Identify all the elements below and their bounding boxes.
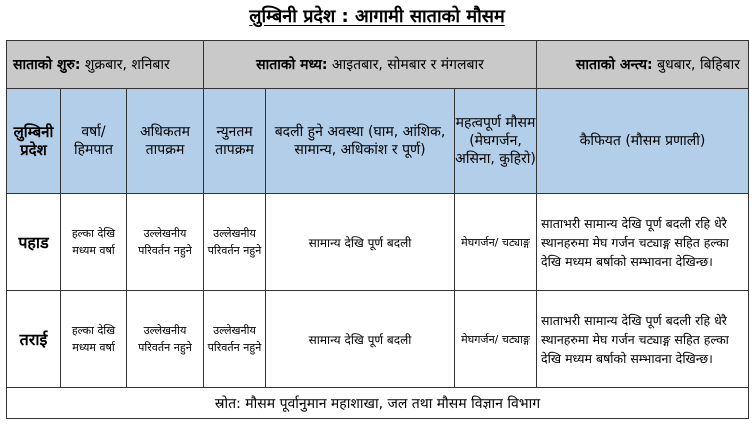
week-row [7, 41, 749, 89]
header-important: महत्वपूर्ण मौसम (मेघगर्जन, असिना, कुहिरो) [455, 89, 537, 194]
week-start-days: शुक्रबार, शनिबार [84, 57, 170, 73]
source-text: स्रोत: मौसम पूर्वानुमान महाशाखा, जल तथा मौसम विज्ञान विभाग [7, 388, 749, 419]
week-mid-days: आइतबार, सोमबार र मंगलबार [331, 57, 484, 73]
table-row [7, 194, 749, 291]
row-region: तराई [7, 291, 61, 388]
row-max-temp: उल्लेखनीय परिवर्तन नहुने [127, 291, 204, 388]
header-row [7, 89, 749, 194]
source-row [7, 388, 749, 419]
forecast-table [6, 40, 749, 419]
row-max-temp: उल्लेखनीय परिवर्तन नहुने [127, 194, 204, 291]
header-min-temp: न्युनतम तापक्रम [204, 89, 266, 194]
page-title [0, 4, 754, 28]
table-row [7, 291, 749, 388]
row-remarks: साताभरी सामान्य देखि पूर्ण बदली रहि धेरै स्थानहरुमा मेघ गर्जन चट्याङ्ग सहित हल्का देखि मध्यम बर्षाको सम्भावना देखिन्छ। [537, 194, 749, 291]
week-end-days: बुधबार, बिहिबार [657, 57, 740, 73]
row-min-temp: उल्लेखनीय परिवर्तन नहुने [204, 194, 266, 291]
title-text: लुम्बिनी प्रदेश : आगामी साताको मौसम [249, 6, 505, 27]
header-remarks: कैफियत (मौसम प्रणाली) [537, 89, 749, 194]
row-region: पहाड [7, 194, 61, 291]
week-mid-label: साताको मध्य: [256, 57, 328, 73]
row-change: सामान्य देखि पूर्ण बदली [266, 194, 455, 291]
row-remarks: साताभरी सामान्य देखि पूर्ण बदली रहि धेरै स्थानहरुमा मेघ गर्जन चट्याङ्ग सहित हल्का देखि मध्यम बर्षाको सम्भावना देखिन्छ। [537, 291, 749, 388]
header-region: लुम्बिनी प्रदेश [7, 89, 61, 194]
header-max-temp: अधिकतम तापक्रम [127, 89, 204, 194]
header-change: बदली हुने अवस्था (घाम, आंशिक, सामान्य, अधिकांश र पूर्ण) [266, 89, 455, 194]
header-rain: वर्षा/ हिमपात [61, 89, 127, 194]
week-mid-cell [204, 41, 537, 89]
row-important: मेघगर्जन/ चट्याङ्ग [455, 194, 537, 291]
row-important: मेघगर्जन/ चट्याङ्ग [455, 291, 537, 388]
row-rain: हल्का देखि मध्यम वर्षा [61, 291, 127, 388]
week-start-label: साताको शुरु: [13, 57, 81, 73]
week-end-label: साताको अन्त्य: [575, 57, 653, 73]
week-start-cell [7, 41, 204, 89]
row-rain: हल्का देखि मध्यम वर्षा [61, 194, 127, 291]
row-change: सामान्य देखि पूर्ण बदली [266, 291, 455, 388]
row-min-temp: उल्लेखनीय परिवर्तन नहुने [204, 291, 266, 388]
week-end-cell [537, 41, 749, 89]
